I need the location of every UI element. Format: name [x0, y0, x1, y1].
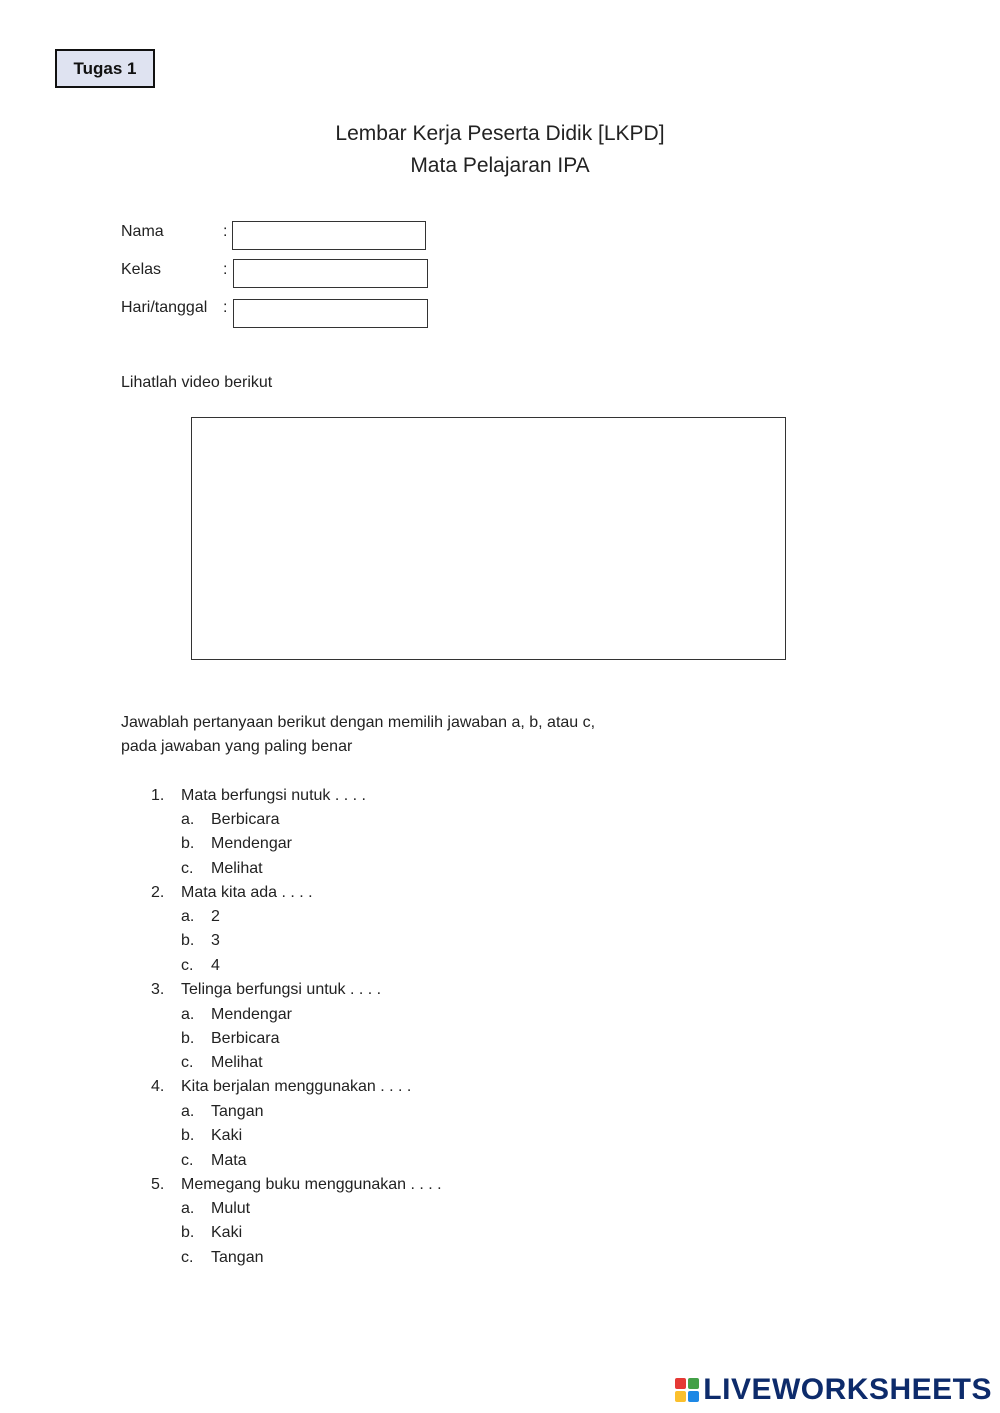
question-number: 4. [151, 1078, 165, 1095]
question-number: 1. [151, 787, 165, 804]
question-number: 2. [151, 884, 165, 901]
option-text: 4 [211, 957, 220, 974]
option-key: c. [181, 957, 194, 974]
option-3a[interactable] [181, 1006, 292, 1024]
option-text: Berbicara [211, 1030, 280, 1047]
task-badge: Tugas 1 [55, 49, 155, 88]
option-text: Tangan [211, 1103, 264, 1120]
option-key: c. [181, 860, 194, 877]
question-text: Mata kita ada . . . . [181, 884, 313, 901]
subject-title: Mata Pelajaran IPA [410, 154, 590, 177]
option-4c[interactable] [181, 1152, 247, 1170]
option-key: a. [181, 1200, 195, 1217]
option-5b[interactable] [181, 1224, 243, 1242]
option-2b[interactable] [181, 932, 220, 950]
option-4b[interactable] [181, 1127, 243, 1145]
liveworksheets-logo [675, 1373, 992, 1407]
question-number: 3. [151, 981, 165, 998]
option-text: 3 [211, 932, 220, 949]
question-1 [151, 787, 366, 805]
nama-label: Nama [121, 223, 164, 240]
option-5c[interactable] [181, 1249, 264, 1267]
option-text: Mendengar [211, 1006, 292, 1023]
option-key: c. [181, 1054, 194, 1071]
question-text: Telinga berfungsi untuk . . . . [181, 981, 382, 998]
option-key: c. [181, 1249, 194, 1266]
logo-square-blue [688, 1391, 699, 1402]
option-1b[interactable] [181, 835, 292, 853]
option-key: b. [181, 835, 195, 852]
option-text: Melihat [211, 860, 263, 877]
option-text: Mata [211, 1152, 247, 1169]
option-text: Melihat [211, 1054, 263, 1071]
option-3b[interactable] [181, 1030, 280, 1048]
option-key: b. [181, 1127, 195, 1144]
option-key: a. [181, 908, 195, 925]
option-text: Kaki [211, 1224, 243, 1241]
nama-input[interactable] [232, 221, 426, 250]
option-text: Berbicara [211, 811, 280, 828]
option-2c[interactable] [181, 957, 220, 975]
question-5 [151, 1176, 442, 1194]
tanggal-input[interactable] [233, 299, 428, 328]
option-text: Mendengar [211, 835, 292, 852]
option-text: Mulut [211, 1200, 251, 1217]
logo-square-yellow [675, 1391, 686, 1402]
option-5a[interactable] [181, 1200, 251, 1218]
option-key: c. [181, 1152, 194, 1169]
option-key: a. [181, 811, 195, 828]
option-text: Kaki [211, 1127, 243, 1144]
option-key: b. [181, 932, 195, 949]
logo-square-green [688, 1378, 699, 1389]
question-3 [151, 981, 382, 999]
option-2a[interactable] [181, 908, 220, 926]
kelas-colon: : [223, 261, 228, 278]
option-1a[interactable] [181, 811, 280, 829]
option-key: a. [181, 1006, 195, 1023]
tanggal-colon: : [223, 299, 228, 316]
video-frame[interactable] [191, 417, 786, 660]
liveworksheets-logo-icon [675, 1378, 699, 1402]
question-2 [151, 884, 313, 902]
option-text: Tangan [211, 1249, 264, 1266]
kelas-label: Kelas [121, 261, 162, 278]
option-3c[interactable] [181, 1054, 263, 1072]
logo-square-red [675, 1378, 686, 1389]
option-text: 2 [211, 908, 220, 925]
liveworksheets-logo-text: LIVEWORKSHEETS [703, 1373, 992, 1406]
option-key: a. [181, 1103, 195, 1120]
worksheet-title: Lembar Kerja Peserta Didik [LKPD] [335, 122, 665, 145]
option-key: b. [181, 1030, 195, 1047]
instruction-line-1: Jawablah pertanyaan berikut dengan memilih jawaban a, b, atau c, [121, 714, 596, 731]
video-instruction: Lihatlah video berikut [121, 374, 273, 391]
option-4a[interactable] [181, 1103, 264, 1121]
question-text: Mata berfungsi nutuk . . . . [181, 787, 366, 804]
question-text: Memegang buku menggunakan . . . . [181, 1176, 442, 1193]
tanggal-label: Hari/tanggal [121, 299, 208, 316]
question-text: Kita berjalan menggunakan . . . . [181, 1078, 412, 1095]
kelas-input[interactable] [233, 259, 428, 288]
nama-colon: : [223, 223, 228, 240]
question-number: 5. [151, 1176, 165, 1193]
option-key: b. [181, 1224, 195, 1241]
question-4 [151, 1078, 412, 1096]
option-1c[interactable] [181, 860, 263, 878]
instruction-line-2: pada jawaban yang paling benar [121, 738, 353, 755]
